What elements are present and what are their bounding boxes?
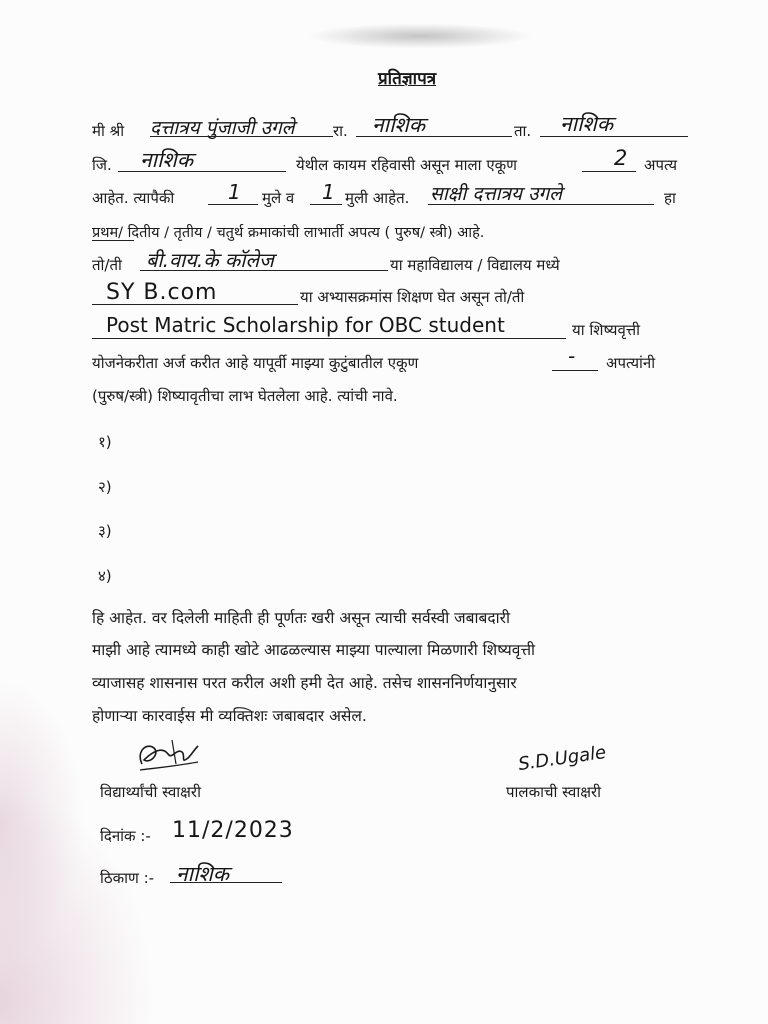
- place-value: नाशिक: [176, 862, 229, 886]
- line1-prefix: मी श्री: [92, 122, 125, 140]
- date-value: 11/2/2023: [172, 818, 294, 843]
- parent-signature: S.D.Ugale: [516, 741, 608, 776]
- line5-text: या महाविद्यालय / विद्यालय मध्ये: [390, 256, 560, 274]
- ji-label: जि.: [92, 156, 112, 174]
- college-underline: [140, 270, 388, 271]
- declaration-line: होणाऱ्या कारवाईस मी व्यक्तिशः जबाबदार असेल.: [92, 707, 367, 725]
- college-value: बी.वाय.के कॉलेज: [146, 248, 274, 272]
- line5-prefix: तो/ती: [92, 256, 122, 274]
- prathama-underline: [92, 240, 134, 241]
- daughters-value: 1: [322, 180, 335, 204]
- child-name-underline: [428, 204, 654, 205]
- line3-text-c: मुली आहेत.: [345, 189, 410, 207]
- previous-count-underline: [552, 370, 598, 371]
- line6-text: या अभ्यासक्रमांस शिक्षण घेत असून तो/ती: [300, 288, 525, 306]
- line3-text-a: आहेत. त्यापैकी: [92, 189, 175, 207]
- place-underline: [170, 882, 282, 883]
- line9-text: (पुरुष/स्त्री) शिष्यावृतीचा लाभ घेतलेला आहे. त्यांची नावे.: [92, 387, 398, 405]
- declaration-line: हि आहेत. वर दिलेली माहिती ही पूर्णतः खरी असून त्याची सर्वस्वी जबाबदारी: [92, 609, 510, 627]
- taluka-underline: [540, 136, 688, 137]
- district-value: नाशिक: [140, 148, 193, 172]
- applicant-name: दत्तात्रय पुंजाजी उगले: [150, 117, 295, 139]
- ra-label: रा.: [333, 122, 348, 140]
- line7-text: या शिष्यवृत्ती: [572, 321, 641, 339]
- district-underline: [118, 171, 286, 172]
- title: प्रतिज्ञापत्र: [378, 69, 437, 89]
- list-item: ४): [98, 567, 112, 585]
- date-label: दिनांक :-: [100, 827, 151, 845]
- student-signature: [132, 734, 206, 780]
- declaration-line: माझी आहे त्यामध्ये काही खोटे आढळल्यास माझ्या पाल्याला मिळणारी शिष्यवृत्ती: [92, 641, 536, 659]
- list-item: ३): [98, 522, 112, 540]
- course-value: SY B.com: [106, 280, 218, 305]
- ta-label: ता.: [514, 122, 532, 140]
- line3-text-d: हा: [664, 189, 676, 207]
- previous-count-value: -: [568, 344, 576, 368]
- list-item: १): [98, 433, 112, 451]
- scheme-value: Post Matric Scholarship for OBC student: [106, 313, 505, 337]
- applicant-name-underline: [150, 136, 333, 137]
- declaration-line: व्याजासह शासनास परत करील अशी हमी देत आहे. तसेच शासननिर्णयानुसार: [92, 674, 517, 692]
- line2-text-b: अपत्य: [644, 156, 678, 174]
- residence-value: नाशिक: [372, 113, 425, 137]
- line2-text-a: येथील कायम रहिवासी असून माला एकूण: [296, 156, 517, 174]
- line3-text-b: मुले व: [262, 189, 295, 207]
- list-item: २): [98, 478, 112, 496]
- scheme-underline: [92, 338, 566, 339]
- total-children-value: 2: [614, 146, 628, 170]
- sons-underline: [208, 204, 258, 205]
- place-label: ठिकाण :-: [100, 869, 155, 887]
- taluka-value: नाशिक: [560, 112, 613, 136]
- child-name-value: साक्षी दत्तात्रय उगले: [430, 183, 563, 205]
- line8-text-b: अपत्यांनी: [606, 354, 656, 372]
- course-underline: [92, 304, 298, 305]
- daughters-underline: [310, 204, 342, 205]
- student-signature-label: विद्यार्थ्यांची स्वाक्षरी: [100, 783, 201, 801]
- parent-signature-label: पालकाची स्वाक्षरी: [506, 783, 601, 801]
- residence-underline: [356, 136, 512, 137]
- birth-order-options: प्रथम/ दितीय / तृतीय / चतुर्थ क्रमाकांची लाभार्ती अपत्य ( पुरुष/ स्त्री) आहे.: [92, 225, 485, 241]
- total-children-underline: [582, 171, 636, 172]
- sons-value: 1: [228, 180, 241, 204]
- line8-text-a: योजनेकरीता अर्ज करीत आहे यापूर्वी माझ्या कुटुंबातील एकूण: [92, 354, 419, 372]
